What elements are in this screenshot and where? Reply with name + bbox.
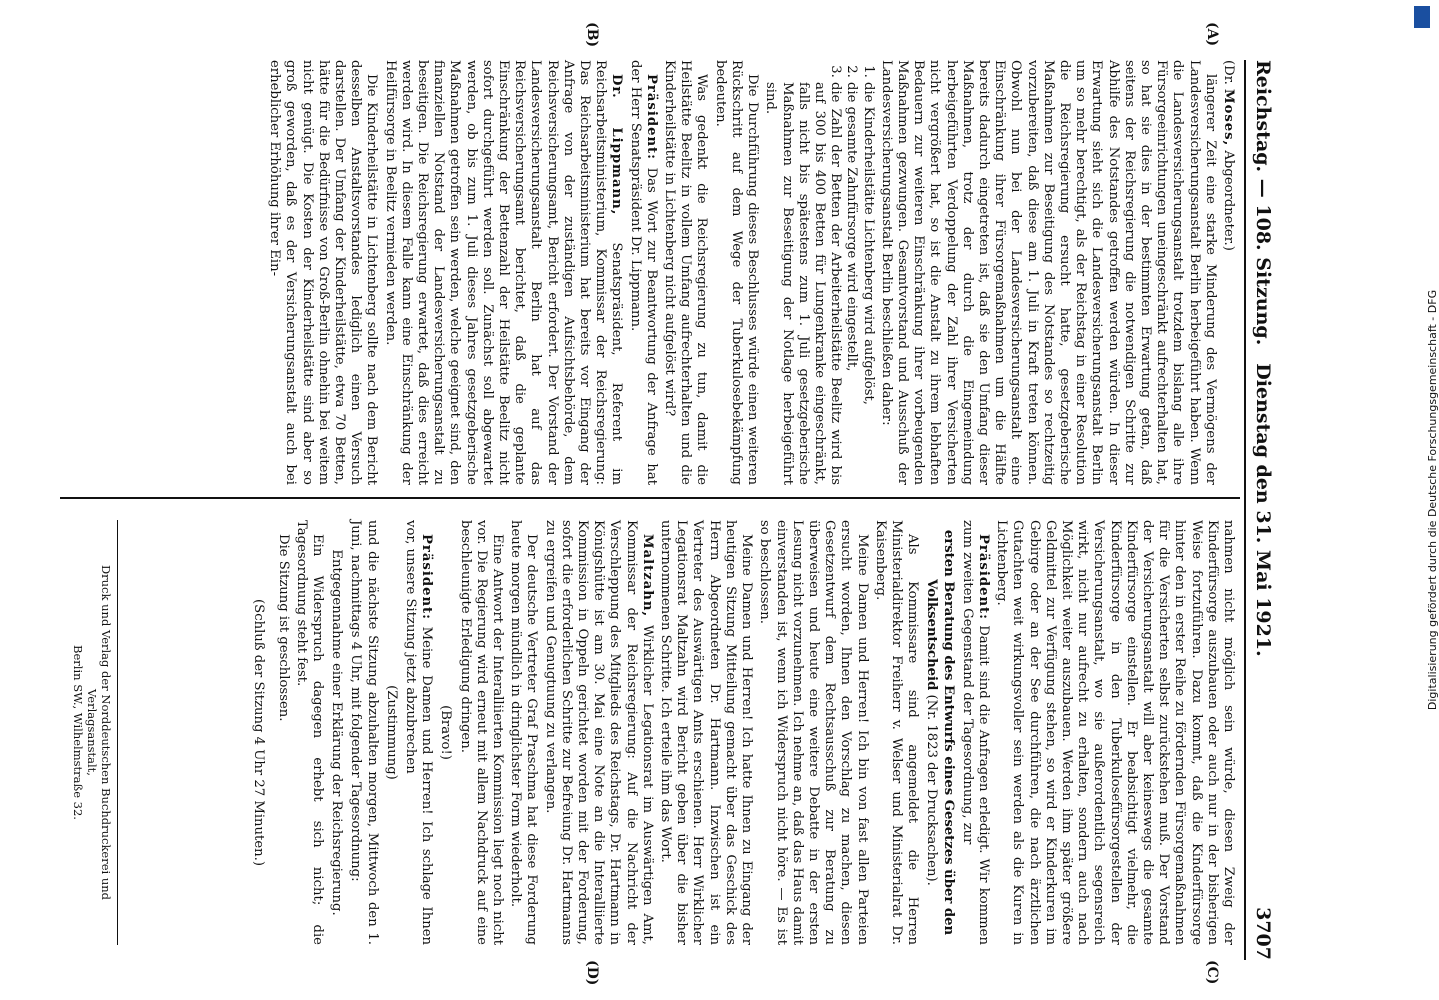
- list-item: 1. die Kinderheilstätte Lichtenberg wird aufgelöst,: [859, 82, 875, 485]
- footer-line: Druck und Verlag der Norddeutschen Buchdruckerei und Verlagsanstalt,: [85, 564, 113, 901]
- agenda-heading: [923, 520, 955, 945]
- speaker-name: Maltzahn,: [639, 534, 655, 618]
- margin-letter-d: (D): [584, 960, 600, 986]
- closing-line: (Schluß der Sitzung 4 Uhr 27 Minuten.): [251, 599, 267, 866]
- header-left: Reichstag. — 108. Sitzung.: [1252, 60, 1274, 346]
- paragraph: Die Sitzung ist geschlossen.: [275, 534, 291, 722]
- remark-text: Meine Damen und Herren! Ich schlage Ihnen vor, unsere Sitzung jetzt abzubrechen: [403, 520, 435, 945]
- paragraph: Ein Widerspruch dagegen erhebt sich nicht; die Tagesordnung steht fest.: [293, 520, 326, 945]
- heading-text: ersten Beratung des Entwurfs eines Gesetzes über den Volksentscheid: [924, 529, 956, 936]
- resolution-list: [762, 82, 875, 485]
- speaker-prefix: (Dr.: [1221, 60, 1236, 85]
- paragraph: Was gedenkt die Reichsregierung zu tun, damit die Heilstätte Beelitz in vollem Umfang aufrechterhalten und die Kinderheilstätte in Lichtenberg nicht aufgelöst wird?: [662, 60, 710, 485]
- paragraph: nahmen nicht möglich sein würde, diesen Zweig der Kinderfürsorge auszubauen oder auch nur in der bisherigen Weise fortzuführen. Dazu kommt, daß die Kinderfürsorge hinter den in erster Reihe zu fördernden Fürsorgemaßnahmen für die Versicherten selbst zurückstehen muß. Der Vorstand der Versicherungsanstalt will aber keineswegs die gesamte Kinderfürsorge einstellen. Er beabsichtigt vielmehr, die Kinderfürsorge in den Tuberkulosefürsorgestellen der Versicherungsanstalt, wo sie außerordentlich segensreich wirkt, nicht nur aufrecht zu erhalten, sondern auch nach Möglichkeit weiter auszubauen. Werden ihm später größere Geldmittel zur Verfügung stehen, so wird er Kinderkuren im Gebirge oder an der See durchführen, die nach ärztlichen Gutachten weit wirkungsvoller sein werden als die Kuren in Lichtenberg.: [994, 520, 1236, 945]
- column-divider: [60, 497, 1240, 499]
- header-center: Dienstag den 31. Mai 1921.: [1252, 363, 1274, 657]
- speaker-role: Abgeordneter.): [1221, 150, 1236, 251]
- digitization-note-text: Digitalisierung gefördert durch die Deutsche Forschungsgemeinschaft - DFG: [1426, 289, 1439, 711]
- paragraph: Der deutsche Vertreter Graf Praschma hat diese Forderung heute morgen mündlich in dringlichster Form wiederholt.: [508, 520, 540, 945]
- paragraph: Eine Antwort der Interalliierten Kommission liegt noch nicht vor. Die Regierung wird erneut mit allem Nachdruck auf eine beschleunigte Erledigung dringen.: [457, 520, 506, 945]
- paragraph: und die nächste Sitzung abzuhalten morgen, Mittwoch den 1. Juni, nachmittags 4 Uhr, mit folgender Tagesordnung:: [348, 520, 380, 945]
- list-item: 2. die gesamte Zahnfürsorge wird eingestellt,: [843, 82, 859, 485]
- statement-text: Wirklicher Legationsrat im Auswärtigen Amt, Kommissar der Reichsregierung: Auf die Nachricht der Verschleppung des Mitglieds des Reichstags, Dr. Hartmann in Königshütte ist am 30. Mai eine Note an die Interalliierte Kommission in Oppeln gerichtet worden mit der Forderung, sofort die erforderlichen Schritte zur Befreiung Dr. Hartmanns zu ergreifen und Genugtuung zu verlangen.: [542, 520, 655, 945]
- remark-text: Das Wort zur Beantwortung der Anfrage hat der Herr Senatspräsident Dr. Lippmann.: [627, 60, 659, 485]
- paragraph: Meine Damen und Herren! Ich hatte Ihnen zu Eingang der heutigen Sitzung Mitteilung gemacht über das Geschick des Herrn Abgeordneten Dr. Hartmann. Inzwischen ist ein Vertreter des Auswärtigen Amts erschienen. Herr Wirklicher Legationsrat Maltzahn wird Bericht geben über die bisher unternommenen Schritte. Ich erteile ihm das Wort.: [658, 520, 755, 945]
- margin-letter-c: (C): [1204, 960, 1220, 985]
- heading-ref: (Nr. 1823 der Drucksachen).: [924, 694, 940, 886]
- right-column: [248, 520, 1236, 945]
- page-number: 3707: [1252, 907, 1274, 960]
- president-remark: [402, 520, 434, 945]
- list-item: 3. die Zahl der Betten der Arbeiterheilstätte Beelitz wird bis auf 300 bis 400 Betten für Lungenkranke eingeschränkt, falls nicht bis spätestens zum 1. Juli gesetzgeberische Maßnahmen zur Beseitigung der Notlage herbeigeführt sind.: [762, 82, 843, 485]
- page-header: [1244, 60, 1280, 960]
- left-column: [264, 60, 1236, 485]
- margin-letter-b: (B): [584, 22, 600, 48]
- maltzahn-statement: [541, 520, 654, 945]
- footer-line: Berlin SW., Wilhelmstraße 32.: [71, 645, 85, 820]
- paragraph: Meine Damen und Herren! Ich bin von fast allen Parteien ersucht worden, Ihnen den Vorschlag zu machen, diesen Gesetzentwurf dem Rechtsausschuß zur Beratung zu überweisen und heute eine weitere Debatte in der ersten Lesung nicht vorzunehmen. Ich nehme an, daß das Haus damit einverstanden ist, wenn ich Widerspruch nicht höre. — Es ist so beschlossen.: [757, 520, 870, 945]
- paragraph: Als Kommissare sind angemeldet die Herren Ministerialdirektor Freiherr v. Welser und Ministerialrat Dr. Kaisenberg.: [872, 520, 921, 945]
- speaker-name: Präsident:: [419, 534, 435, 621]
- paragraph: Die Kinderheilstätte in Lichtenberg sollte nach dem Bericht desselben Anstaltsvorstandes lediglich einen Versuch darstellen. Der Umfang der Kinderheilstätte, etwa 70 Betten, hätte für die Bedürfnisse von Groß-Berlin ohnehin bei weitem nicht genügt. Die Kosten der Kinderheilstätte sind aber so groß geworden, daß es der Versicherungsanstalt auch bei erheblicher Erhöhung ihrer Ein-: [267, 60, 380, 485]
- remark-text: Damit sind die Anfragen erledigt. Wir kommen zum zweiten Gegenstand der Tagesordnung, zur: [959, 520, 991, 945]
- president-remark: [959, 520, 991, 945]
- margin-letter-a: (A): [1204, 22, 1220, 47]
- speaker-name: Präsident:: [643, 74, 659, 161]
- digitization-note: [1402, 0, 1439, 1000]
- statement-text: Senatspräsident, Referent im Reichsarbeitsministerium, Kommissar der Reichsregierung: Das Reichsarbeitsministerium hat bereits vor Eingang der Anfrage von der zuständigen Aufsichtsbehörde, dem Reichsversicherungsamt, Bericht erfordert. Der Vorstand der Landesversicherungsanstalt Berlin hat auf das Reichsversicherungsamt berichtet, daß die geplante Einschränkung der Bettenzahl der Heilstätte Beelitz nicht sofort durchgeführt werden soll. Zunächst soll abgewartet werden, ob bis zum 1. Juli dieses Jahres gesetzgeberische Maßnahmen getroffen sein werden, welche geeignet sind, den finanziellen Notstand der Landesversicherungsanstalt zu beseitigen. Die Reichsregierung erwartet, daß dies erreicht werden wird. In diesem Falle kann eine Einschränkung der Heilfürsorge in Beelitz vermieden werden.: [382, 60, 625, 485]
- president-remark: [626, 60, 658, 485]
- printer-footer: [71, 520, 118, 945]
- agenda-item: Entgegennahme einer Erklärung der Reichsregierung.: [329, 549, 345, 916]
- speaker-name: Dr. Lippmann,: [609, 74, 625, 216]
- interjection: (Zustimmung): [383, 685, 399, 780]
- interjection: (Bravo!): [438, 705, 454, 760]
- speaker-name: Präsident:: [975, 534, 991, 621]
- paragraph: längerer Zeit eine starke Minderung des Vermögens der Landesversicherungsanstalt Berlin herbeigeführt haben. Wenn die Landesversicherungsanstalt trotzdem bislang alle ihre Fürsorgeeinrichtungen uneingeschränkt aufrechterhalten hat, so hat sie dies in der bestimmten Erwartung getan, daß seitens der Reichsregierung die notwendigen Schritte zur Abhilfe des Notstandes getroffen werden würden. In dieser Erwartung sieht sich die Landesversicherungsanstalt Berlin um so mehr berechtigt, als der Reichstag in einer Resolution die Reichsregierung ersucht hatte, gesetzgeberische Maßnahmen zur Beseitigung des Notstandes so rechtzeitig vorzubereiten, daß diese am 1. Juli in Kraft treten können. Obwohl nun bei der Landesversicherungsanstalt eine Einschränkung ihrer Fürsorgemaßnahmen um die Hälfte bereits dadurch eingetreten ist, daß sie den Umfang dieser Maßnahmen, trotz der durch die Eingemeindung herbeigeführten Verdoppelung der Zahl ihrer Versicherten nicht vergrößert hat, so ist die Anstalt zu ihrem lebhaften Bedauern zur weiteren Einschränkung ihrer vorbeugenden Maßnahmen gezwungen. Gesamtvorstand und Ausschuß der Landesversicherungsanstalt Berlin beschließen daher:: [878, 60, 1218, 485]
- speaker-line: [1220, 60, 1236, 485]
- speaker-name: Moses,: [1221, 88, 1236, 147]
- lippmann-statement: [381, 60, 624, 485]
- paragraph: Die Durchführung dieses Beschlusses würde einen weiteren Rückschritt auf dem Wege der Tuberkulosebekämpfung bedeuten.: [712, 60, 761, 485]
